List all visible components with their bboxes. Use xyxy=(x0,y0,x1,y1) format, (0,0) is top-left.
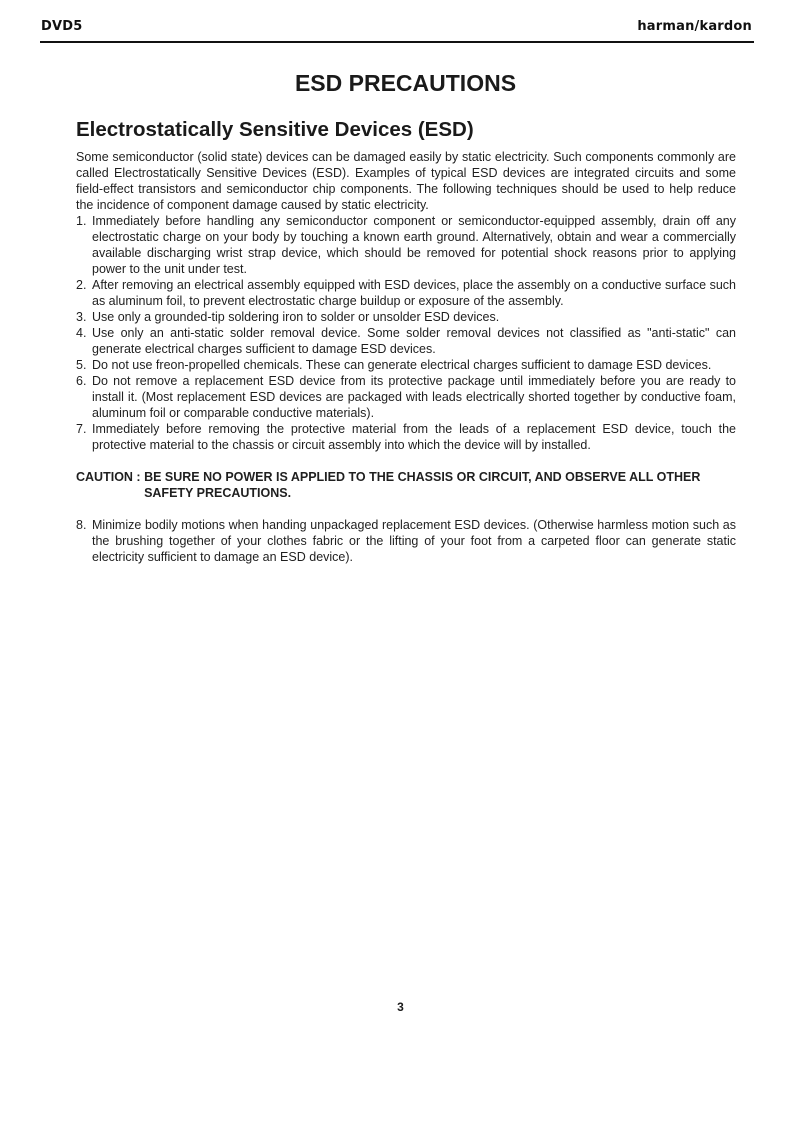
section-title: Electrostatically Sensitive Devices (ESD) xyxy=(76,118,474,141)
list-item xyxy=(76,517,736,565)
list-item-number: 7. xyxy=(76,422,87,436)
page-header xyxy=(40,19,754,43)
page-number: 3 xyxy=(397,1000,404,1014)
list-item-number: 4. xyxy=(76,326,87,340)
page-title: ESD PRECAUTIONS xyxy=(294,70,517,96)
list-item-text: Do not remove a replacement ESD device from its protective package until immediately before you are ready to install it. (Most replacement ESD devices are packaged with leads electrically shorted together by conductive foam, aluminum foil or comparable conductive materials). xyxy=(92,374,736,420)
caution-notice xyxy=(76,469,736,501)
caution-label: CAUTION : xyxy=(76,470,145,484)
list-item-text: Use only an anti-static solder removal device. Some solder removal devices not classified as "anti-static" can generate electrical charges sufficient to damage ESD devices. xyxy=(92,326,736,356)
list-item-number: 5. xyxy=(76,358,87,372)
intro-paragraph: Some semiconductor (solid state) devices can be damaged easily by static electricity. Such components commonly are called Electrostatically Sensitive Devices (ESD). Examples of typical ESD devices are integrated circuits and some field-effect transistors and semiconductor chip components. The following techniques should be used to help reduce the incidence of component damage caused by static electricity. xyxy=(76,150,736,212)
list-item-number: 6. xyxy=(76,374,87,388)
precaution-list xyxy=(76,213,736,453)
list-item-text: Do not use freon-propelled chemicals. These can generate electrical charges sufficient to damage ESD devices. xyxy=(92,358,712,372)
list-item xyxy=(76,277,736,309)
list-item xyxy=(76,373,736,421)
header-brand-logo: harman/kardon xyxy=(637,19,752,34)
list-item-text: Immediately before removing the protective material from the leads of a replacement ESD device, touch the protective material to the chassis or circuit assembly into which the device will by installed. xyxy=(92,422,736,452)
list-item xyxy=(76,325,736,357)
list-item-text: Use only a grounded-tip soldering iron to solder or unsolder ESD devices. xyxy=(92,310,500,324)
list-item-text: After removing an electrical assembly equipped with ESD devices, place the assembly on a conductive surface such as aluminum foil, to prevent electrostatic charge buildup or exposure of the assembly. xyxy=(92,278,736,308)
list-item-number: 8. xyxy=(76,518,87,532)
header-model: DVD5 xyxy=(41,19,83,34)
list-item xyxy=(76,213,736,277)
document-body xyxy=(76,149,736,565)
list-item xyxy=(76,357,736,373)
precaution-list-continued xyxy=(76,517,736,565)
caution-text: BE SURE NO POWER IS APPLIED TO THE CHASSIS OR CIRCUIT, AND OBSERVE ALL OTHER SAFETY PRECAUTIONS. xyxy=(144,470,701,500)
list-item xyxy=(76,309,736,325)
list-item-text: Immediately before handling any semiconductor component or semiconductor-equipped assembly, drain off any electrostatic charge on your body by touching a known earth ground. Alternatively, obtain and wear a commercially available discharging wrist strap device, which should be removed for potential shock reasons prior to applying power to the unit under test. xyxy=(92,214,736,276)
list-item-number: 3. xyxy=(76,310,87,324)
list-item-number: 2. xyxy=(76,278,87,292)
list-item-number: 1. xyxy=(76,214,87,228)
list-item xyxy=(76,421,736,453)
list-item-text: Minimize bodily motions when handing unpackaged replacement ESD devices. (Otherwise harmless motion such as the brushing together of your clothes fabric or the lifting of your foot from a carpeted floor can generate static electricity sufficient to damage an ESD device). xyxy=(92,518,736,564)
